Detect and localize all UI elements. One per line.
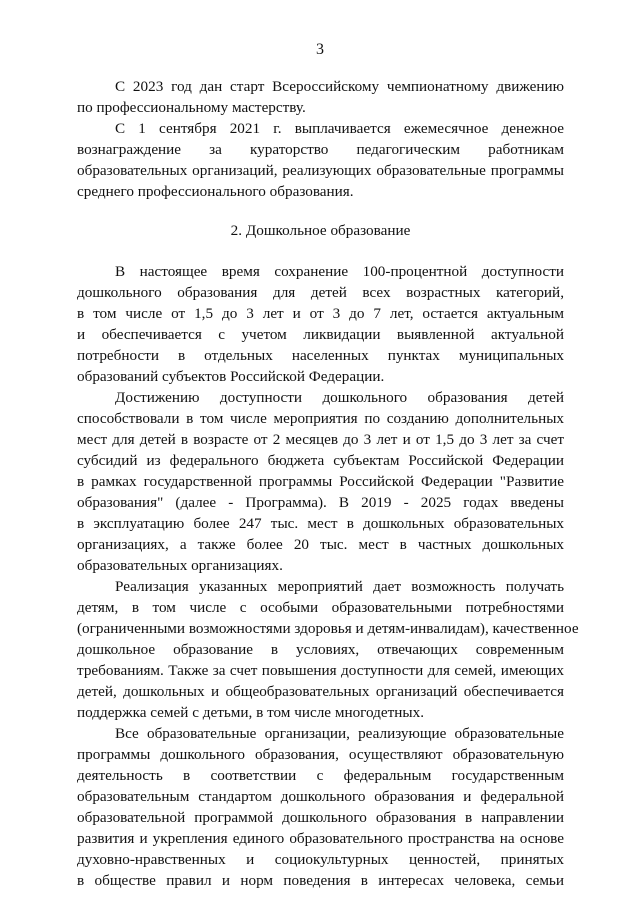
text-line: образовательных организациях. <box>77 557 283 574</box>
text-line: требованиям. Также за счет повышения доступности для семей, имеющих <box>77 662 564 679</box>
text-line: образований субъектов Российской Федерации. <box>77 368 385 385</box>
text-line: (ограниченными возможностями здоровья и детям-инвалидам), качественное <box>77 620 579 637</box>
text-line: в обществе правил и норм поведения в интересах человека, семьи <box>77 872 564 889</box>
document-body <box>77 76 579 891</box>
text-line: дошкольного образования для детей всех возрастных категорий, <box>77 284 564 301</box>
paragraph <box>77 118 564 202</box>
text-line: детей, дошкольных и общеобразовательных организаций обеспечивается <box>77 683 564 700</box>
text-line: образовательной программой дошкольного образования в направлении <box>77 809 564 826</box>
text-line: духовно-нравственных и социокультурных ценностей, принятых <box>77 851 564 868</box>
text-line: среднего профессионального образования. <box>77 183 354 200</box>
text-line: и обеспечивается с учетом ликвидации выявленной актуальной <box>77 326 564 343</box>
text-line: способствовали в том числе мероприятия по созданию дополнительных <box>77 410 564 427</box>
text-line: дошкольное образование в условиях, отвечающих современным <box>77 641 564 658</box>
text-line: поддержка семей с детьми, в том числе многодетных. <box>77 704 425 721</box>
text-line: В настоящее время сохранение 100-процентной доступности <box>115 263 564 280</box>
text-line: субсидий из федерального бюджета субъектам Российской Федерации <box>77 452 564 469</box>
paragraph <box>77 76 564 118</box>
text-line: организациях, а также более 20 тыс. мест в частных дошкольных <box>77 536 564 553</box>
text-line: по профессиональному мастерству. <box>77 99 306 116</box>
text-line: детям, в том числе с особыми образовательными потребностями <box>77 599 564 616</box>
text-line: Достижению доступности дошкольного образования детей <box>115 389 564 406</box>
text-line: вознаграждение за кураторство педагогическим работникам <box>77 141 564 158</box>
text-line: в эксплуатацию более 247 тыс. мест в дошкольных образовательных <box>77 515 564 532</box>
text-line: программы дошкольного образования, осуществляют образовательную <box>77 746 564 763</box>
paragraph <box>77 387 564 576</box>
page-number: 3 <box>316 41 324 58</box>
text-line: Реализация указанных мероприятий дает возможность получать <box>115 578 564 595</box>
text-line: С 1 сентября 2021 г. выплачивается ежемесячное денежное <box>115 120 564 137</box>
text-line: мест для детей в возрасте от 2 месяцев до 3 лет и от 1,5 до 3 лет за счет <box>77 431 564 448</box>
section-paragraphs <box>77 261 579 891</box>
text-line: деятельность в соответствии с федеральным государственным <box>77 767 564 784</box>
text-line: в рамках государственной программы Российской Федерации "Развитие <box>77 473 564 490</box>
intro-paragraphs <box>77 76 564 202</box>
text-line: образовательным стандартом дошкольного образования и федеральной <box>77 788 564 805</box>
text-line: образовательных организаций, реализующих образовательные программы <box>77 162 564 179</box>
paragraph <box>77 261 564 387</box>
text-line: потребности в отдельных населенных пунктах муниципальных <box>77 347 564 364</box>
paragraph <box>77 723 564 891</box>
text-line: Все образовательные организации, реализующие образовательные <box>115 725 564 742</box>
text-line: образования" (далее - Программа). В 2019 - 2025 годах введены <box>77 494 564 511</box>
text-line: в том числе от 1,5 до 3 лет и от 3 до 7 лет, остается актуальным <box>77 305 564 322</box>
text-line: С 2023 год дан старт Всероссийскому чемпионатному движению <box>115 78 564 95</box>
text-line: развития и укрепления единого образовательного пространства на основе <box>77 830 564 847</box>
section-heading: 2. Дошкольное образование <box>230 222 411 239</box>
paragraph <box>77 576 579 723</box>
